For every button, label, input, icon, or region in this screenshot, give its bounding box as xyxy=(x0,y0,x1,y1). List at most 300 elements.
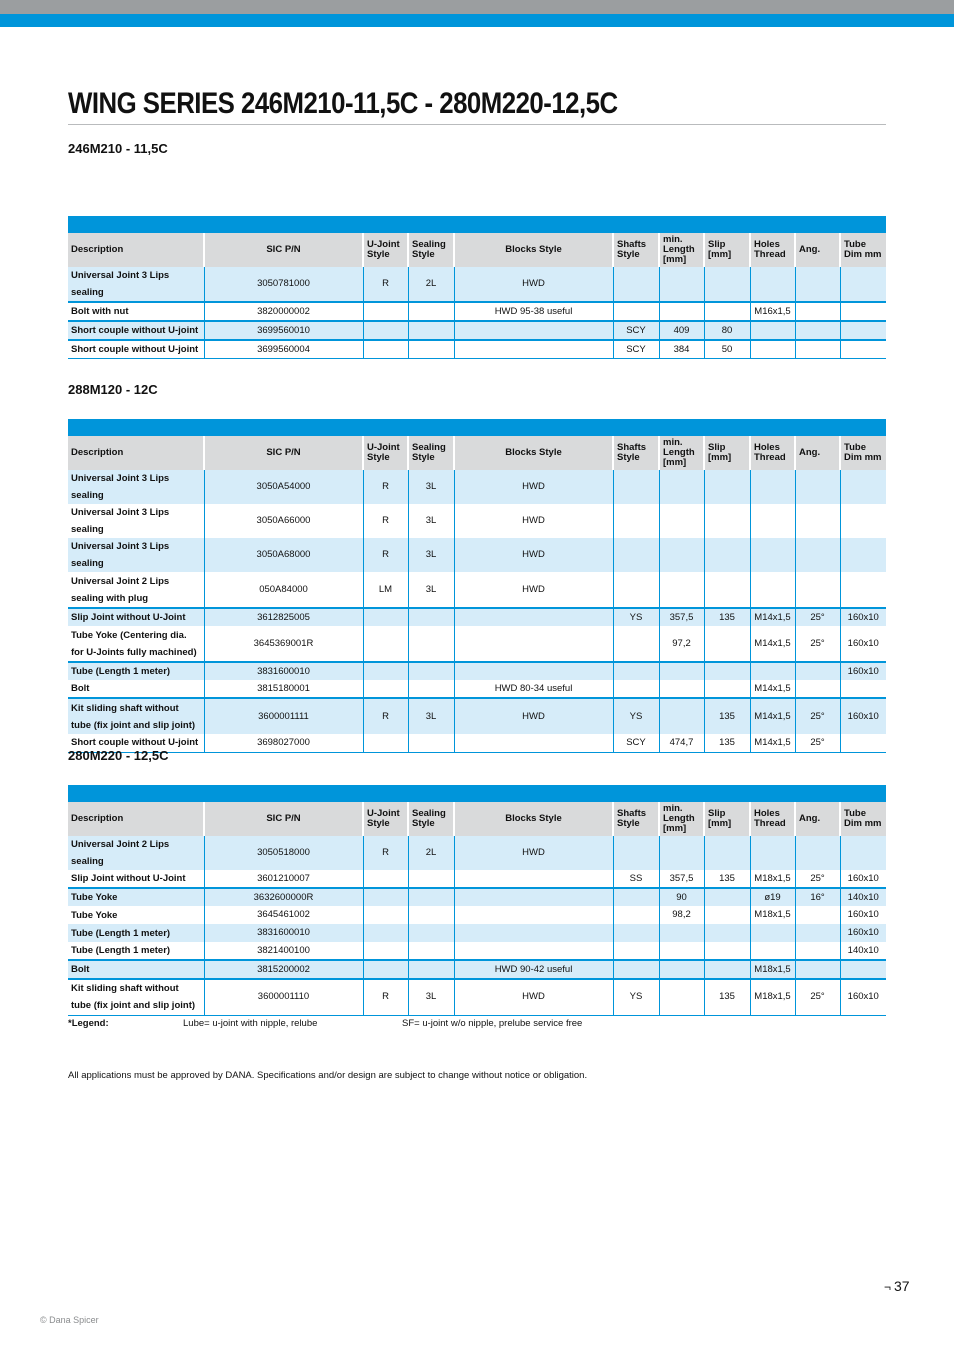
table-cell: 80 xyxy=(704,321,750,340)
column-header: min. Length [mm] xyxy=(659,436,704,470)
table-cell: 160x10 xyxy=(840,698,886,734)
table-cell xyxy=(613,538,659,572)
table-cell xyxy=(704,470,750,504)
column-header: Holes Thread xyxy=(750,233,795,267)
table-cell: HWD 95-38 useful xyxy=(454,302,613,321)
table-cell xyxy=(659,979,704,1015)
table-cell: R xyxy=(363,538,408,572)
table-cell xyxy=(408,321,454,340)
column-header: SIC P/N xyxy=(204,233,363,267)
top-blue-bar xyxy=(0,14,954,27)
table-cell xyxy=(454,870,613,888)
column-header: Blocks Style xyxy=(454,802,613,836)
column-header: Sealing Style xyxy=(408,233,454,267)
table-cell: Tube (Length 1 meter) xyxy=(68,662,204,680)
table-cell: 3821400100 xyxy=(204,942,363,960)
table-row xyxy=(68,572,886,608)
column-header: Shafts Style xyxy=(613,436,659,470)
table-cell: 160x10 xyxy=(840,906,886,924)
legend-lube: Lube= u-joint with nipple, relube xyxy=(183,1018,318,1029)
table-cell: M14x1,5 xyxy=(750,626,795,662)
table-cell xyxy=(363,888,408,906)
table-cell: M18x1,5 xyxy=(750,870,795,888)
table-cell: Short couple without U-joint xyxy=(68,340,204,359)
table-cell xyxy=(795,662,840,680)
table-cell: R xyxy=(363,698,408,734)
table-cell: 160x10 xyxy=(840,662,886,680)
table-cell xyxy=(704,572,750,608)
table-cell xyxy=(408,888,454,906)
table-cell xyxy=(363,870,408,888)
table-cell: Kit sliding shaft without tube (fix joint and slip joint) xyxy=(68,698,204,734)
table-cell: 90 xyxy=(659,888,704,906)
table-cell xyxy=(454,340,613,359)
table-cell xyxy=(613,302,659,321)
table-cell: 3050A66000 xyxy=(204,504,363,538)
table-cell: 3L xyxy=(408,470,454,504)
table-cell: Bolt xyxy=(71,683,90,694)
legend-label: *Legend: xyxy=(68,1018,109,1029)
column-header: Holes Thread xyxy=(750,436,795,470)
table-cell: Universal Joint 2 Lips sealing xyxy=(71,839,170,867)
table-cell xyxy=(704,680,750,698)
table-cell: Bolt with nut xyxy=(68,302,204,321)
table-cell: 135 xyxy=(704,870,750,888)
table-cell xyxy=(408,906,454,924)
table-cell: R xyxy=(363,504,408,538)
table-row xyxy=(68,960,886,979)
table-cell xyxy=(659,267,704,302)
table-cell: YS xyxy=(613,979,659,1015)
column-header: Ang. xyxy=(795,802,840,836)
column-header: Sealing Style xyxy=(408,802,454,836)
table-cell: HWD xyxy=(454,836,613,870)
table-cell: 3600001111 xyxy=(204,698,363,734)
table-cell xyxy=(454,321,613,340)
table-cell xyxy=(750,942,795,960)
table-cell: 3L xyxy=(408,979,454,1015)
table-cell: 3698027000 xyxy=(204,734,363,752)
table-cell: 160x10 xyxy=(840,626,886,662)
column-header: Slip [mm] xyxy=(704,233,750,267)
table-row xyxy=(68,836,886,870)
table-cell: 135 xyxy=(704,979,750,1015)
table-cell xyxy=(454,888,613,906)
table-cell: 3815200002 xyxy=(204,960,363,979)
table-header-band xyxy=(68,785,886,802)
table-cell xyxy=(659,924,704,942)
table-cell xyxy=(613,267,659,302)
table-cell: ø19 xyxy=(750,888,795,906)
table-row xyxy=(68,870,886,888)
page-corner-mark: ¬ xyxy=(884,1280,892,1294)
table-cell xyxy=(840,572,886,608)
table-cell: 98,2 xyxy=(659,906,704,924)
table-cell: 135 xyxy=(704,608,750,626)
table-cell xyxy=(840,470,886,504)
table-row xyxy=(68,942,886,960)
table-cell: 3050518000 xyxy=(204,836,363,870)
table-cell: 160x10 xyxy=(840,924,886,942)
table-cell xyxy=(363,340,408,359)
column-header: Tube Dim mm xyxy=(840,233,886,267)
table-row xyxy=(68,698,886,734)
table-cell xyxy=(613,906,659,924)
table-cell: 25° xyxy=(795,698,840,734)
table-cell xyxy=(659,942,704,960)
table-cell xyxy=(363,321,408,340)
table-cell xyxy=(795,836,840,870)
table-cell xyxy=(613,924,659,942)
page-number-value: 37 xyxy=(894,1278,910,1294)
table-cell: 3050A54000 xyxy=(204,470,363,504)
table-cell xyxy=(613,504,659,538)
table-cell xyxy=(840,267,886,302)
table-cell xyxy=(704,302,750,321)
table-cell: 25° xyxy=(795,870,840,888)
column-header: min. Length [mm] xyxy=(659,233,704,267)
table-row xyxy=(68,302,886,321)
table-cell xyxy=(659,836,704,870)
parts-table xyxy=(68,802,886,1016)
table-cell: 140x10 xyxy=(840,888,886,906)
table-cell: Slip Joint without U-Joint xyxy=(68,608,204,626)
table-cell: 3820000002 xyxy=(204,302,363,321)
table-cell: 357,5 xyxy=(659,870,704,888)
table-cell xyxy=(613,680,659,698)
table-cell: Tube Yoke (Centering dia. for U-Joints fully machined) xyxy=(71,629,197,658)
table-cell: 140x10 xyxy=(840,942,886,960)
table-cell xyxy=(795,302,840,321)
column-header: Ang. xyxy=(795,233,840,267)
table-cell: Universal Joint 2 Lips sealing with plug xyxy=(71,575,170,604)
table-cell xyxy=(408,626,454,662)
table-cell xyxy=(750,538,795,572)
table-cell xyxy=(704,888,750,906)
table-cell: SCY xyxy=(613,340,659,359)
table-cell: HWD 80-34 useful xyxy=(454,680,613,698)
table-cell xyxy=(750,924,795,942)
table-cell xyxy=(840,734,886,752)
column-header: Blocks Style xyxy=(454,233,613,267)
table-row xyxy=(68,608,886,626)
table-cell: R xyxy=(363,267,408,302)
table-cell: 3612825005 xyxy=(204,608,363,626)
table-cell xyxy=(704,662,750,680)
table-cell: 3050A68000 xyxy=(204,538,363,572)
table-cell xyxy=(704,267,750,302)
table-cell: HWD xyxy=(454,698,613,734)
table-cell: Tube (Length 1 meter) xyxy=(71,945,171,956)
table-cell xyxy=(704,538,750,572)
table-cell xyxy=(795,267,840,302)
table-row xyxy=(68,662,886,680)
table-cell: 16° xyxy=(795,888,840,906)
table-cell: 25° xyxy=(795,626,840,662)
table-cell: 3050781000 xyxy=(204,267,363,302)
table-row xyxy=(68,924,886,942)
table-cell xyxy=(840,538,886,572)
column-header: U-Joint Style xyxy=(363,436,408,470)
table-cell xyxy=(659,662,704,680)
top-gray-bar xyxy=(0,0,954,14)
table-row xyxy=(68,906,886,924)
table-cell: LM xyxy=(363,572,408,608)
table-cell: Universal Joint 3 Lips sealing xyxy=(71,473,170,501)
table-cell xyxy=(659,302,704,321)
table-cell xyxy=(795,924,840,942)
table-cell: Tube (Length 1 meter) xyxy=(71,927,171,939)
table-cell xyxy=(840,680,886,698)
table-cell: 160x10 xyxy=(840,870,886,888)
table-cell xyxy=(704,906,750,924)
table-row xyxy=(68,680,886,698)
table-row xyxy=(68,538,886,572)
table-cell: HWD xyxy=(454,572,613,608)
column-header: Holes Thread xyxy=(750,802,795,836)
table-row xyxy=(68,504,886,538)
table-cell xyxy=(613,662,659,680)
table-cell: R xyxy=(363,979,408,1015)
copyright: © Dana Spicer xyxy=(40,1315,99,1325)
table-cell xyxy=(704,960,750,979)
legend-sf: SF= u-joint w/o nipple, prelube service free xyxy=(402,1018,583,1029)
table-cell xyxy=(840,960,886,979)
table-cell xyxy=(750,504,795,538)
column-header: Sealing Style xyxy=(408,436,454,470)
table-cell xyxy=(454,942,613,960)
table-cell xyxy=(704,942,750,960)
table-cell: Short couple without U-joint xyxy=(68,734,204,752)
table-cell xyxy=(750,267,795,302)
table-cell: HWD 90-42 useful xyxy=(454,960,613,979)
table-cell: SCY xyxy=(613,734,659,752)
table-row xyxy=(68,979,886,1015)
table-cell xyxy=(704,504,750,538)
table-cell xyxy=(704,924,750,942)
table-cell xyxy=(659,698,704,734)
table-cell xyxy=(840,340,886,359)
table-cell xyxy=(795,960,840,979)
parts-table xyxy=(68,436,886,753)
table-cell xyxy=(454,924,613,942)
table-cell xyxy=(363,942,408,960)
table-cell: 3L xyxy=(408,698,454,734)
table-cell xyxy=(454,626,613,662)
table-cell xyxy=(363,662,408,680)
table-cell xyxy=(454,608,613,626)
table-cell: 3632600000R xyxy=(204,888,363,906)
column-header: Description xyxy=(68,802,204,836)
table-cell: 3601210007 xyxy=(204,870,363,888)
table-cell xyxy=(750,836,795,870)
table-cell: 25° xyxy=(795,979,840,1015)
table-header-band xyxy=(68,419,886,436)
table-cell: 3831600010 xyxy=(204,662,363,680)
table-cell xyxy=(750,470,795,504)
table-cell xyxy=(613,836,659,870)
table-cell: 135 xyxy=(704,734,750,752)
table-cell: Short couple without U-joint xyxy=(68,321,204,340)
table-cell: SS xyxy=(613,870,659,888)
table-cell xyxy=(750,340,795,359)
table-cell: 160x10 xyxy=(840,979,886,1015)
table-cell xyxy=(363,906,408,924)
table-cell: 3L xyxy=(408,504,454,538)
column-header: Tube Dim mm xyxy=(840,802,886,836)
table-cell xyxy=(613,572,659,608)
table-cell xyxy=(659,572,704,608)
table-cell: HWD xyxy=(454,470,613,504)
table-280m220 xyxy=(68,785,886,1016)
table-row xyxy=(68,626,886,662)
table-246m210 xyxy=(68,216,886,359)
table-cell: HWD xyxy=(454,267,613,302)
table-cell: 3831600010 xyxy=(204,924,363,942)
table-cell xyxy=(363,680,408,698)
table-cell: YS xyxy=(613,698,659,734)
table-cell xyxy=(408,680,454,698)
table-cell: HWD xyxy=(454,538,613,572)
table-cell xyxy=(659,504,704,538)
table-cell xyxy=(795,538,840,572)
table-cell xyxy=(795,504,840,538)
table-cell xyxy=(408,960,454,979)
column-header: min. Length [mm] xyxy=(659,802,704,836)
table-cell: M16x1,5 xyxy=(750,302,795,321)
table-cell: 474,7 xyxy=(659,734,704,752)
table-cell xyxy=(795,321,840,340)
table-cell: 3645461002 xyxy=(204,906,363,924)
table-cell: 3L xyxy=(408,538,454,572)
table-cell xyxy=(795,942,840,960)
table-cell xyxy=(363,734,408,752)
table-cell xyxy=(659,538,704,572)
table-cell: HWD xyxy=(454,979,613,1015)
table-cell xyxy=(363,608,408,626)
table-cell xyxy=(750,321,795,340)
table-cell: 135 xyxy=(704,698,750,734)
parts-table xyxy=(68,233,886,359)
column-header: U-Joint Style xyxy=(363,802,408,836)
table-cell xyxy=(613,888,659,906)
table-cell: 409 xyxy=(659,321,704,340)
column-header: Description xyxy=(68,436,204,470)
table-cell: SCY xyxy=(613,321,659,340)
table-cell: M18x1,5 xyxy=(750,906,795,924)
column-header: SIC P/N xyxy=(204,802,363,836)
table-cell: Universal Joint 3 Lips sealing xyxy=(71,541,170,569)
table-cell xyxy=(840,836,886,870)
section-title-2: 288M120 - 12C xyxy=(68,382,158,397)
table-cell xyxy=(408,662,454,680)
column-header: U-Joint Style xyxy=(363,233,408,267)
table-cell: 3600001110 xyxy=(204,979,363,1015)
column-header: Slip [mm] xyxy=(704,802,750,836)
section-title-3: 280M220 - 12,5C xyxy=(68,748,169,763)
table-cell xyxy=(408,340,454,359)
table-cell xyxy=(795,680,840,698)
table-cell: Kit sliding shaft without tube (fix joint and slip joint) xyxy=(68,979,204,1015)
table-row xyxy=(68,470,886,504)
table-cell: HWD xyxy=(454,504,613,538)
table-cell: 3699560010 xyxy=(204,321,363,340)
table-cell xyxy=(613,470,659,504)
table-cell: 3645369001R xyxy=(204,626,363,662)
table-row xyxy=(68,340,886,359)
table-cell: R xyxy=(363,470,408,504)
table-cell: M14x1,5 xyxy=(750,680,795,698)
table-cell: 25° xyxy=(795,608,840,626)
table-cell xyxy=(363,924,408,942)
column-header: Ang. xyxy=(795,436,840,470)
table-cell xyxy=(613,942,659,960)
table-cell xyxy=(795,340,840,359)
table-288m120 xyxy=(68,419,886,753)
table-cell xyxy=(408,734,454,752)
table-cell: M18x1,5 xyxy=(750,960,795,979)
table-cell: M14x1,5 xyxy=(750,698,795,734)
table-row xyxy=(68,267,886,302)
table-cell: 2L xyxy=(408,836,454,870)
table-cell: Universal Joint 3 Lips sealing xyxy=(71,507,170,535)
table-header-band xyxy=(68,216,886,233)
page-title: WING SERIES 246M210-11,5C - 280M220-12,5C xyxy=(68,84,886,125)
table-cell: 050A84000 xyxy=(204,572,363,608)
table-cell xyxy=(454,906,613,924)
table-cell xyxy=(454,734,613,752)
column-header: SIC P/N xyxy=(204,436,363,470)
table-cell: 25° xyxy=(795,734,840,752)
table-cell xyxy=(795,906,840,924)
column-header: Shafts Style xyxy=(613,802,659,836)
table-cell xyxy=(408,870,454,888)
table-cell xyxy=(408,608,454,626)
disclaimer: All applications must be approved by DANA. Specifications and/or design are subject to change without notice or obligation. xyxy=(68,1070,588,1081)
table-cell xyxy=(363,302,408,321)
table-cell xyxy=(363,960,408,979)
column-header: Slip [mm] xyxy=(704,436,750,470)
table-cell xyxy=(408,942,454,960)
table-cell: M18x1,5 xyxy=(750,979,795,1015)
table-cell: M14x1,5 xyxy=(750,608,795,626)
table-cell: 3L xyxy=(408,572,454,608)
table-cell: 50 xyxy=(704,340,750,359)
table-row xyxy=(68,321,886,340)
table-cell xyxy=(659,680,704,698)
table-row xyxy=(68,734,886,752)
section-title-1: 246M210 - 11,5C xyxy=(68,141,168,156)
table-cell: Bolt xyxy=(68,960,204,979)
table-cell: 3815180001 xyxy=(204,680,363,698)
table-cell: 160x10 xyxy=(840,608,886,626)
table-cell xyxy=(408,924,454,942)
table-cell xyxy=(704,836,750,870)
table-cell xyxy=(795,572,840,608)
table-cell xyxy=(840,321,886,340)
table-cell xyxy=(408,302,454,321)
table-cell xyxy=(659,960,704,979)
table-cell xyxy=(840,302,886,321)
table-cell: Slip Joint without U-Joint xyxy=(71,873,186,884)
page-number xyxy=(884,1278,910,1294)
column-header: Tube Dim mm xyxy=(840,436,886,470)
table-cell: 2L xyxy=(408,267,454,302)
table-cell xyxy=(613,626,659,662)
table-cell: R xyxy=(363,836,408,870)
table-cell xyxy=(750,572,795,608)
table-cell: 384 xyxy=(659,340,704,359)
